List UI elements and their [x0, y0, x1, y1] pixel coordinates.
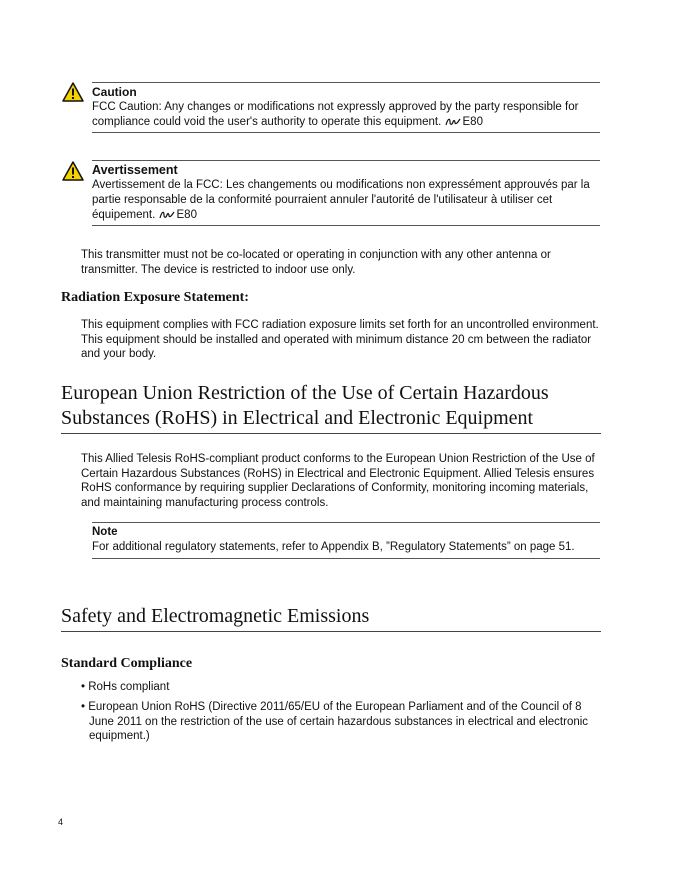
avertissement-code: E80 — [176, 209, 197, 221]
avertissement-box — [92, 160, 600, 226]
warning-triangle-icon — [62, 161, 84, 181]
note-box — [92, 522, 600, 559]
signature-icon — [445, 116, 461, 127]
colocation-paragraph: This transmitter must not be co-located or operating in conjunction with any other antenna or transmitter. The device is restricted to indoor use only. — [81, 249, 551, 276]
caution-title: Caution — [92, 85, 137, 99]
page-number: 4 — [58, 817, 64, 827]
avertissement-text: Avertissement de la FCC: Les changements ou modifications non expressément approuvés par la partie responsable de la conformité pourraient annuler l'autorité de l'utilisateur à utiliser cet équipement. — [92, 179, 590, 221]
rohs-paragraph: This Allied Telesis RoHS-compliant product conforms to the European Union Restriction of the Use of Certain Hazardous Substances (RoHS) in Electrical and Electronic Equipment. Allied Telesis ensures RoHS conformance by requiring supplier Declarations of Conformity, monitoring incoming materials, and maintaining manufacturing process controls. — [81, 453, 595, 509]
caution-code: E80 — [462, 116, 483, 128]
rohs-section-title: European Union Restriction of the Use of Certain Hazardous Substances (RoHS) in Electrical and Electronic Equipment — [61, 381, 601, 434]
warning-triangle-icon — [62, 82, 84, 102]
avertissement-title: Avertissement — [92, 163, 178, 177]
caution-text: FCC Caution: Any changes or modifications not expressly approved by the party responsible for compliance could void the user's authority to operate this equipment. — [92, 101, 579, 128]
caution-body — [92, 100, 600, 130]
standard-compliance-heading: Standard Compliance — [61, 656, 193, 671]
safety-section-title: Safety and Electromagnetic Emissions — [61, 604, 601, 632]
bullet-item: • European Union RoHS (Directive 2011/65/EU of the European Parliament and of the Council of 8 June 2011 on the restriction of the use of certain hazardous substances in electrical and electronic equipment.) — [81, 701, 589, 743]
signature-icon — [159, 209, 175, 220]
avertissement-body — [92, 178, 600, 223]
note-text: For additional regulatory statements, refer to Appendix B, ”Regulatory Statements” on page 51. — [92, 541, 575, 553]
caution-box — [92, 82, 600, 133]
radiation-paragraph: This equipment complies with FCC radiation exposure limits set forth for an uncontrolled environment. This equipment should be installed and operated with minimum distance 20 cm between the radiator and your body. — [81, 319, 599, 361]
radiation-heading: Radiation Exposure Statement: — [61, 290, 249, 305]
note-title: Note — [92, 526, 118, 538]
bullet-item: • RoHs compliant — [81, 681, 170, 693]
